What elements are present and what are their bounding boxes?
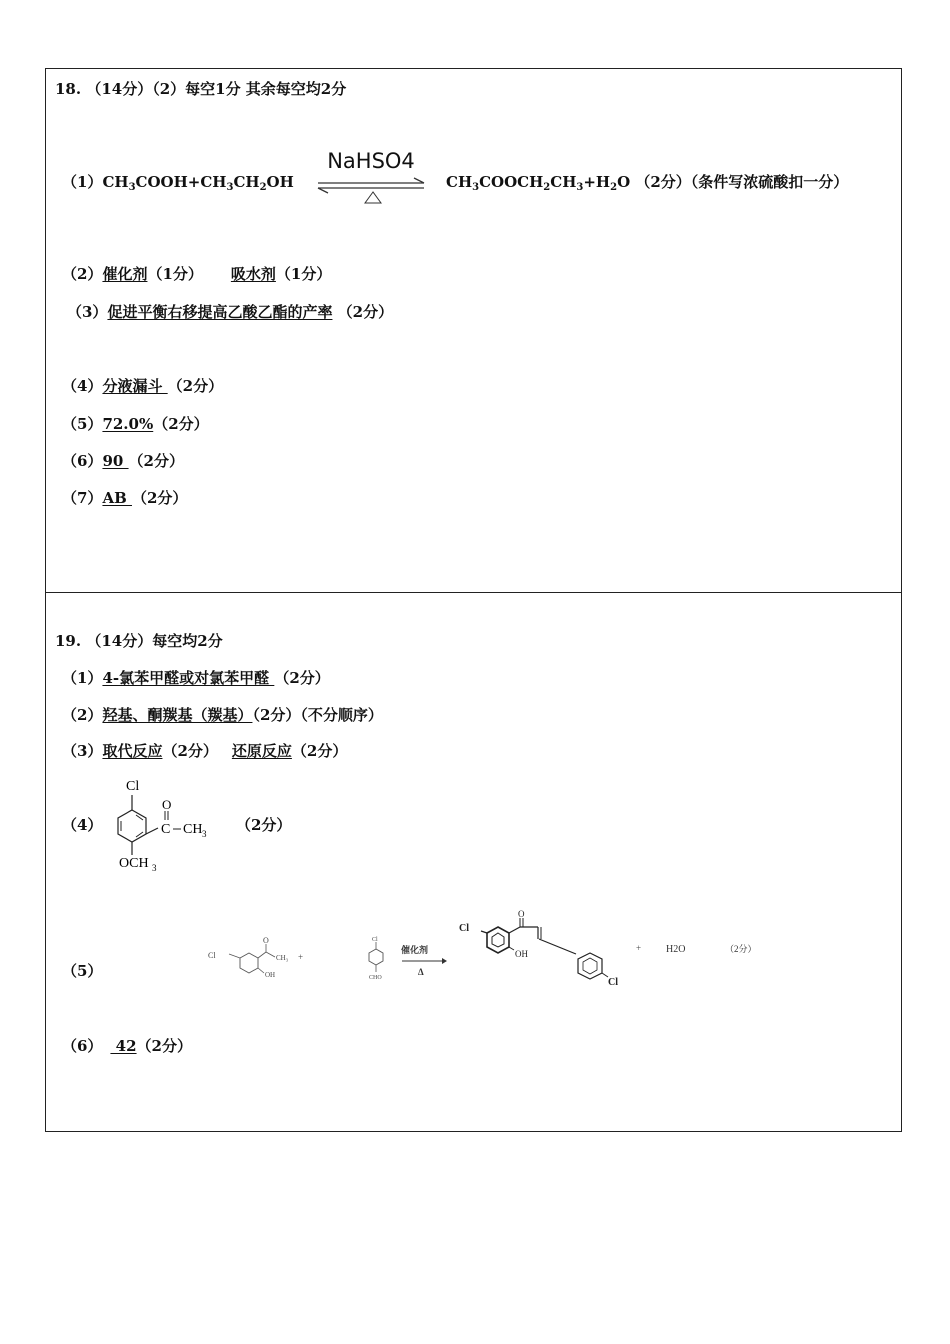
q18-a5-score: （2分） <box>153 415 209 433</box>
q18-a5-label: （5） <box>62 415 103 433</box>
r1-oh: OH <box>265 971 276 979</box>
q18-a3-score: （2分） <box>332 303 394 321</box>
q18-a1-label: （1） <box>62 173 103 191</box>
q19-a4-cl: Cl <box>126 779 140 794</box>
q19-a4-och: OCH <box>119 856 149 871</box>
q19-a3-answer1: 取代反应 <box>102 742 163 760</box>
q19-a3-label: （3） <box>62 742 103 760</box>
q18-a2-answer2: 吸水剂 <box>230 265 276 283</box>
formula-sub: 3 <box>576 182 584 193</box>
formula-part: COOCH <box>479 173 544 191</box>
formula-sub: 3 <box>472 182 480 193</box>
q18-a7-answer: AB <box>102 489 132 507</box>
q18-a6 <box>62 451 184 471</box>
q19-a4-ch: CH <box>183 822 203 837</box>
q19-header: 19. （14分）每空均2分 <box>55 632 223 650</box>
q19-a5-reaction <box>204 909 764 999</box>
q18-a6-answer: 90 <box>102 452 129 470</box>
r-plus: + <box>298 952 304 962</box>
r-heat: Δ <box>418 967 424 977</box>
q19-a6-label: （6） <box>62 1037 103 1055</box>
q18-a6-score: （2分） <box>128 452 184 470</box>
q18-a2-label: （2） <box>62 265 103 283</box>
formula-sub: 2 <box>543 182 551 193</box>
q19-a6 <box>62 1036 192 1056</box>
q19-a4-structure <box>106 773 226 878</box>
formula-part: CH <box>550 173 577 191</box>
r-catalyst: 催化剂 <box>401 945 429 955</box>
q18-a6-label: （6） <box>62 452 103 470</box>
formula-part: +H <box>583 173 611 191</box>
q18-header: 18. （14分）（2）每空1分 其余每空均2分 <box>55 80 347 98</box>
q18-a2-score2: （1分） <box>275 265 332 283</box>
p-cl-right: Cl <box>608 977 618 988</box>
p-plus: + <box>636 943 642 953</box>
q18-a4 <box>62 376 223 396</box>
answer-box-19 <box>45 592 902 1132</box>
q19-a2-label: （2） <box>62 706 103 724</box>
q18-a4-answer: 分液漏斗 <box>102 377 168 395</box>
formula-part: CH <box>446 173 473 191</box>
r1-cl: Cl <box>208 951 216 960</box>
q18-a1-reactants <box>62 172 294 198</box>
q18-a1-note: （2分）（条件写浓硫酸扣一分） <box>630 173 849 191</box>
q19-a6-score: （2分） <box>136 1037 192 1055</box>
q18-a2 <box>62 264 331 284</box>
q19-a1-answer: 4-氯苯甲醛或对氯苯甲醛 <box>102 669 275 687</box>
q19-a4-c: C <box>161 822 171 837</box>
q18-a7-score: （2分） <box>131 489 188 507</box>
q19-a3-score2: （2分） <box>291 742 348 760</box>
q18-a4-score: （2分） <box>167 377 224 395</box>
q18-a3 <box>67 302 393 322</box>
r2-cho: CHO <box>369 975 382 981</box>
q18-a5-answer: 72.0% <box>102 415 154 433</box>
q19-a3 <box>62 741 347 761</box>
formula-part: O <box>617 173 631 191</box>
q18-a7 <box>62 488 187 508</box>
formula-part: CH <box>233 173 260 191</box>
q18-a4-label: （4） <box>62 377 103 395</box>
r1-o: O <box>263 936 269 945</box>
equilibrium-arrow <box>314 149 428 205</box>
formula-sub: 3 <box>128 182 136 193</box>
q19-a1-label: （1） <box>62 669 103 687</box>
q19-a4-ch-sub: 3 <box>202 829 207 839</box>
q19-a1 <box>62 668 330 688</box>
q19-a4-o: O <box>162 797 172 812</box>
p-o: O <box>518 909 525 919</box>
answer-box-18 <box>45 68 902 593</box>
q19-a1-score: （2分） <box>274 669 330 687</box>
q18-a5 <box>62 414 209 434</box>
formula-part: COOH+CH <box>135 173 227 191</box>
q19-a2-score: （2分）（不分顺序） <box>252 706 383 724</box>
q18-a7-label: （7） <box>62 489 103 507</box>
p-water: H2O <box>666 944 686 955</box>
q19-a2-answer: 羟基、酮羰基（羰基） <box>102 706 253 724</box>
q19-a5-label: （5） <box>62 962 103 980</box>
formula-sub: 2 <box>259 182 267 193</box>
q19-a4-score: （2分） <box>236 816 292 834</box>
q18-a1-products <box>446 172 848 198</box>
q19-a4-och-sub: 3 <box>152 863 157 873</box>
q18-a2-score1: （1分） <box>147 265 203 283</box>
q19-a3-score1: （2分） <box>162 742 218 760</box>
p-oh: OH <box>515 949 528 959</box>
q19-a3-answer2: 还原反应 <box>231 742 292 760</box>
formula-sub: 2 <box>610 182 618 193</box>
formula-part: CH <box>102 173 129 191</box>
formula-sub: 3 <box>226 182 234 193</box>
reaction-condition <box>314 149 424 205</box>
q18-a3-label: （3） <box>67 303 108 321</box>
r1-ch3: CH₃ <box>276 954 289 962</box>
p-cl-left: Cl <box>459 923 469 934</box>
q19-a6-answer: 42 <box>110 1037 137 1055</box>
q18-a2-answer1: 催化剂 <box>102 265 148 283</box>
q19-a4-label: （4） <box>62 816 103 834</box>
formula-part: OH <box>266 173 294 191</box>
p-score: （2分） <box>725 944 757 954</box>
condition-catalyst: NaHSO4 <box>327 149 415 173</box>
r2-cl: Cl <box>372 937 378 943</box>
q18-a3-answer: 促进平衡右移提高乙酸乙酯的产率 <box>107 303 333 321</box>
q19-a2 <box>62 705 383 725</box>
